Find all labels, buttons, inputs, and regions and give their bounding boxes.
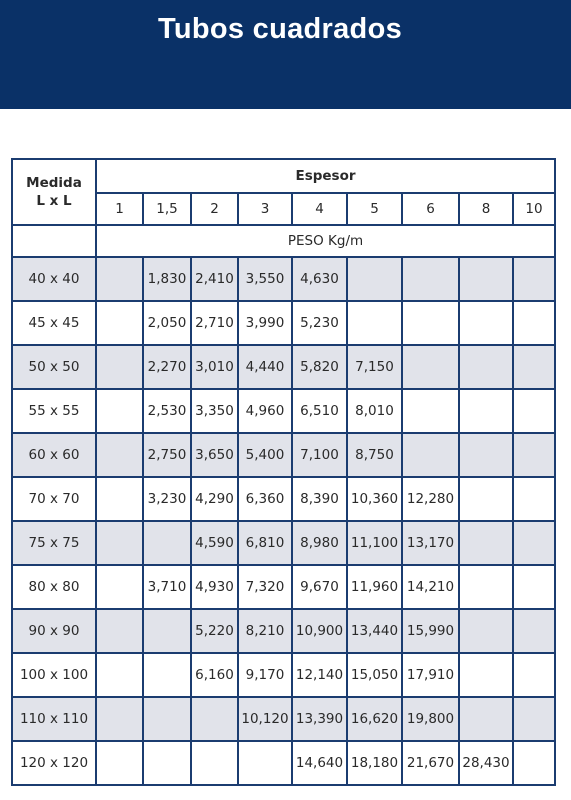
weight-cell: 3,650 [191,433,238,477]
weight-cell [513,521,555,565]
weight-cell: 2,530 [143,389,191,433]
weight-cell: 7,100 [292,433,347,477]
weight-cell: 4,930 [191,565,238,609]
weight-cell: 3,010 [191,345,238,389]
medida-cell: 55 x 55 [12,389,96,433]
weight-cell: 11,100 [347,521,402,565]
weight-cell [402,433,459,477]
unit-row-blank-cell [12,225,96,257]
weight-cell: 15,990 [402,609,459,653]
medida-header-line2: L x L [36,193,72,209]
weight-cell [96,433,143,477]
weight-cell: 8,750 [347,433,402,477]
weight-cell [191,697,238,741]
weight-cell [96,257,143,301]
espesor-value: 6 [402,193,459,225]
weight-cell: 6,510 [292,389,347,433]
medida-cell: 120 x 120 [12,741,96,785]
weight-cell [513,741,555,785]
espesor-value: 5 [347,193,402,225]
weight-cell: 13,170 [402,521,459,565]
weight-cell: 4,440 [238,345,292,389]
weight-cell [238,741,292,785]
weight-cell: 2,410 [191,257,238,301]
weight-cell [459,257,513,301]
weight-cell [513,609,555,653]
weight-cell: 7,150 [347,345,402,389]
weight-cell [143,653,191,697]
weight-cell: 1,830 [143,257,191,301]
weight-cell [143,741,191,785]
weight-cell: 9,170 [238,653,292,697]
weight-cell: 3,350 [191,389,238,433]
weight-cell: 9,670 [292,565,347,609]
weight-table [11,158,556,786]
medida-header [12,159,96,225]
weight-cell: 12,140 [292,653,347,697]
weight-cell [143,697,191,741]
table-row [12,741,555,785]
weight-cell [96,477,143,521]
weight-cell: 10,120 [238,697,292,741]
medida-cell: 100 x 100 [12,653,96,697]
espesor-value: 1,5 [143,193,191,225]
weight-cell: 11,960 [347,565,402,609]
weight-cell [96,389,143,433]
weight-cell: 18,180 [347,741,402,785]
table-row [12,257,555,301]
table-row [12,697,555,741]
weight-cell: 8,010 [347,389,402,433]
espesor-value: 4 [292,193,347,225]
weight-cell: 4,960 [238,389,292,433]
medida-cell: 80 x 80 [12,565,96,609]
weight-cell: 4,590 [191,521,238,565]
weight-cell: 5,230 [292,301,347,345]
weight-cell [96,345,143,389]
weight-cell: 2,270 [143,345,191,389]
weight-cell [459,697,513,741]
weight-cell [459,345,513,389]
weight-cell [459,521,513,565]
weight-cell: 4,290 [191,477,238,521]
weight-cell: 5,400 [238,433,292,477]
weight-cell [402,301,459,345]
weight-cell: 3,550 [238,257,292,301]
table-row [12,433,555,477]
table-row [12,345,555,389]
weight-cell [191,741,238,785]
espesor-value: 3 [238,193,292,225]
weight-cell: 5,220 [191,609,238,653]
weight-cell: 8,390 [292,477,347,521]
medida-cell: 90 x 90 [12,609,96,653]
weight-cell: 13,390 [292,697,347,741]
weight-cell [96,565,143,609]
weight-cell [513,257,555,301]
medida-cell: 60 x 60 [12,433,96,477]
weight-cell [459,609,513,653]
weight-cell [513,433,555,477]
weight-cell [402,345,459,389]
weight-cell [96,741,143,785]
weight-cell [459,565,513,609]
weight-cell: 8,980 [292,521,347,565]
weight-cell: 8,210 [238,609,292,653]
weight-cell: 4,630 [292,257,347,301]
weight-cell [347,301,402,345]
medida-header-line1: Medida [26,175,82,191]
weight-cell: 14,640 [292,741,347,785]
weight-cell: 5,820 [292,345,347,389]
weight-cell [459,389,513,433]
table-row [12,653,555,697]
weight-cell [143,609,191,653]
medida-cell: 110 x 110 [12,697,96,741]
weight-cell: 2,750 [143,433,191,477]
weight-cell: 19,800 [402,697,459,741]
espesor-value: 2 [191,193,238,225]
weight-cell: 2,710 [191,301,238,345]
espesor-value: 10 [513,193,555,225]
weight-cell [513,477,555,521]
weight-cell [96,301,143,345]
weight-cell [513,389,555,433]
weight-cell [459,433,513,477]
weight-cell: 3,710 [143,565,191,609]
weight-cell [347,257,402,301]
medida-cell: 50 x 50 [12,345,96,389]
weight-cell [96,697,143,741]
weight-cell: 17,910 [402,653,459,697]
weight-cell: 2,050 [143,301,191,345]
weight-cell [96,609,143,653]
weight-cell [513,345,555,389]
weight-cell: 10,900 [292,609,347,653]
weight-cell: 12,280 [402,477,459,521]
weight-cell [96,521,143,565]
weight-cell: 28,430 [459,741,513,785]
medida-cell: 45 x 45 [12,301,96,345]
weight-cell: 3,230 [143,477,191,521]
table-row [12,521,555,565]
medida-cell: 70 x 70 [12,477,96,521]
weight-cell: 10,360 [347,477,402,521]
table-row [12,477,555,521]
weight-cell: 6,360 [238,477,292,521]
weight-cell: 7,320 [238,565,292,609]
weight-cell [459,653,513,697]
espesor-header: Espesor [96,159,555,193]
weight-cell: 15,050 [347,653,402,697]
weight-cell [402,389,459,433]
table-row [12,301,555,345]
table-row [12,565,555,609]
page-title: Tubos cuadrados [157,13,403,45]
weight-cell: 21,670 [402,741,459,785]
weight-cell [513,565,555,609]
weight-cell [513,697,555,741]
medida-cell: 75 x 75 [12,521,96,565]
table-row [12,609,555,653]
weight-cell: 3,990 [238,301,292,345]
weight-cell [402,257,459,301]
title-banner [0,0,571,109]
table-row [12,389,555,433]
weight-cell [459,301,513,345]
medida-cell: 40 x 40 [12,257,96,301]
weight-cell: 14,210 [402,565,459,609]
weight-cell [96,653,143,697]
weight-cell: 6,160 [191,653,238,697]
espesor-value: 1 [96,193,143,225]
weight-cell [459,477,513,521]
espesor-value: 8 [459,193,513,225]
weight-cell: 13,440 [347,609,402,653]
weight-cell [513,653,555,697]
weight-cell [143,521,191,565]
weight-cell: 6,810 [238,521,292,565]
weight-cell [513,301,555,345]
unit-label: PESO Kg/m [96,225,555,257]
weight-cell: 16,620 [347,697,402,741]
